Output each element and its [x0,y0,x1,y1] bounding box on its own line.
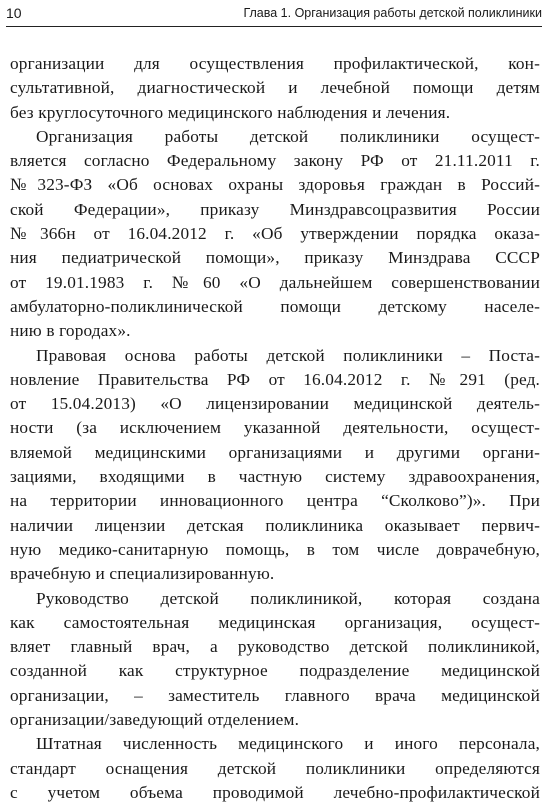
paragraph [10,344,540,587]
text-line: сультативной, диагностической и лечебной помощи детям [10,78,540,98]
page-header [6,2,542,27]
text-line: вляется согласно Федеральному закону РФ от 21.11.2011 г. [10,151,540,171]
text-line: Организация работы детской поликлиники осущест- [36,126,540,146]
text-line: организации для осуществления профилактической, кон- [10,54,540,73]
text-line: амбулаторно-поликлинической помощи детскому населе- [10,296,540,316]
text-line: организации/заведующий отделением. [10,710,300,730]
text-line: ния педиатрической помощи», приказу Минздрава СССР [10,248,540,268]
paragraph [10,587,540,733]
text-line: организации, – заместитель главного врача медицинской [10,685,540,705]
text-line: Руководство детской поликлиникой, которая создана [36,588,540,608]
text-line: зациями, входящими в частную систему здравоохранения, [10,467,540,487]
text-line: на территории инновационного центра “Сколково”)». При [10,491,540,511]
text-line: наличии лицензии детская поликлиника оказывает первич- [10,515,540,535]
paragraph [10,732,540,805]
text-line: с учетом объема проводимой лечебно-профилактической [10,782,540,802]
text-line: как самостоятельная медицинская организация, осущест- [10,612,540,632]
paragraph [10,125,540,344]
paragraph [10,52,540,125]
text-line: созданной как структурное подразделение медицинской [10,661,540,681]
text-line: врачебную и специализированную. [10,564,275,584]
text-line: от 15.04.2013) «О лицензировании медицинской деятель- [10,394,540,414]
text-line: без круглосуточного медицинского наблюдения и лечения. [10,102,451,122]
text-line: №366н от 16.04.2012 г. «Об утверждении порядка оказа- [10,224,540,244]
text-line: от 19.01.1983 г. №60 «О дальнейшем совершенствовании [10,272,540,292]
text-line: ности (за исключением указанной деятельности, осущест- [10,418,540,438]
running-title: Глава 1. Организация работы детской поликлиники [243,6,542,20]
text-line: новление Правительства РФ от 16.04.2012 г. №291 (ред. [10,369,540,389]
page-number: 10 [6,5,22,21]
body-text [10,52,540,805]
text-line: вляет главный врач, а руководство детской поликлиникой, [10,637,540,657]
text-line: ской Федерации», приказу Минздравсоцразвития России [10,199,540,219]
text-line: вляемой медицинскими организациями и другими органи- [10,442,540,462]
text-line: стандарт оснащения детской поликлиники определяются [10,758,540,778]
text-line: ную медико-санитарную помощь, в том числе доврачебную, [10,539,540,559]
text-line: нию в городах». [10,321,131,341]
text-line: Штатная численность медицинского и иного персонала, [36,734,540,754]
text-line: Правовая основа работы детской поликлиники – Поста- [36,345,540,365]
text-line: №323-ФЗ «Об основах охраны здоровья граждан в Россий- [10,175,540,195]
